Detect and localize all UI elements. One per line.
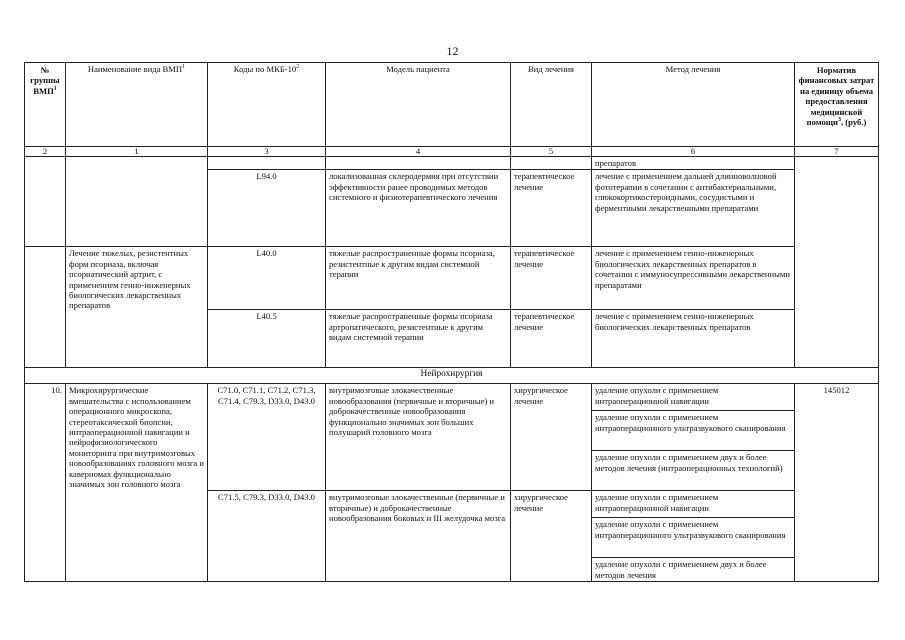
header-cost-norm: Норматив финансовых затрат на единицу объема предоставления медицинской помощи$^3$, (руб.) xyxy=(795,63,879,147)
model-cell: тяжелые распространенные формы псориаза артропатического, резистентные к другим видам системной терапии xyxy=(326,310,511,368)
name-cell: Лечение тяжелых, резистентных форм псориаза, включая псориатический артрит, с применением генно-инженерных биологических лекарственных препаратов xyxy=(66,247,208,368)
method-cell: лечение с применением генно-инженерных биологических лекарственных препаратов в сочетании с иммуносупрессивными лекарственными препаратами xyxy=(592,247,795,310)
norm-cell xyxy=(795,157,879,368)
header-vmp-name: Наименование вида ВМП$^1$ xyxy=(66,63,208,147)
method-cell: удаление опухоли с применением двух и более методов лечения (интраоперационных технологий) xyxy=(592,451,795,491)
group-cell xyxy=(25,157,66,247)
column-number: 5 xyxy=(511,147,592,157)
section-row xyxy=(25,368,879,384)
group-number-cell: 10. xyxy=(25,384,66,582)
page-number: 12 xyxy=(446,44,459,58)
code-cell: C71.0, C71.1, C71.2, C71.3, C71.4, C79.3, D33.0, D43.0 xyxy=(208,384,326,491)
type-cell: терапевтическое лечение xyxy=(511,247,592,310)
table-header-row xyxy=(25,63,879,147)
table-row xyxy=(25,384,879,411)
header-patient-model: Модель пациента xyxy=(326,63,511,147)
model-cell: внутримозговые злокачественные новообразования (первичные и вторичные) и доброкачественные новообразования функционально значимых зон больших полушарий головного мозга xyxy=(326,384,511,491)
header-group-number: № группы ВМП$^1$ xyxy=(25,63,66,147)
column-number: 2 xyxy=(25,147,66,157)
method-cell: удаление опухоли с применением интраоперационной навигации xyxy=(592,491,795,518)
code-cell: L40.5 xyxy=(208,310,326,368)
method-cell: удаление опухоли с применением интраоперационной навигации xyxy=(592,384,795,411)
method-cell: удаление опухоли с применением интраоперационного ультразвукового сканирования xyxy=(592,518,795,558)
code-cell xyxy=(208,157,326,170)
model-cell: тяжелые распространенные формы псориаза, резистентные к другим видам системной терапии xyxy=(326,247,511,310)
model-cell xyxy=(326,157,511,170)
method-cell: удаление опухоли с применением интраоперационного ультразвукового сканирования xyxy=(592,411,795,451)
method-cell: лечение с применением дальней длинноволновой фототерапии в сочетании с антибактериальными, глюкокортикостероидными, сосудистыми и ферментными лекарственными препаратами xyxy=(592,170,795,247)
table-row xyxy=(25,247,879,310)
header-icd-codes: Коды по МКБ-$10^2$ xyxy=(208,63,326,147)
section-title: Нейрохирургия xyxy=(25,368,879,384)
column-number: 3 xyxy=(208,147,326,157)
header-treatment-method: Метод лечения xyxy=(592,63,795,147)
type-cell: терапевтическое лечение xyxy=(511,170,592,247)
table-row xyxy=(25,157,879,170)
type-cell: хирургическое лечение xyxy=(511,491,592,582)
model-cell: внутримозговые злокачественные (первичные и вторичные) и доброкачественные новообразования боковых и III желудочка мозга xyxy=(326,491,511,582)
vmp-table xyxy=(24,62,879,582)
type-cell: терапевтическое лечение xyxy=(511,310,592,368)
method-cell: лечение с применением генно-инженерных биологических лекарственных препаратов xyxy=(592,310,795,368)
group-cell xyxy=(25,247,66,368)
code-cell: C71.5, C79.3, D33.0, D43.0 xyxy=(208,491,326,582)
type-cell: хирургическое лечение xyxy=(511,384,592,491)
column-number: 7 xyxy=(795,147,879,157)
method-cell: удаление опухоли с применением двух и более методов лечения xyxy=(592,558,795,582)
column-number: 1 xyxy=(66,147,208,157)
column-number: 6 xyxy=(592,147,795,157)
code-cell: L40.0 xyxy=(208,247,326,310)
column-numbers-row xyxy=(25,147,879,157)
code-cell: L94.0 xyxy=(208,170,326,247)
model-cell: локализованная склеродермия при отсутствии эффективности ранее проводимых методов системного и физиотерапевтического лечения xyxy=(326,170,511,247)
column-number: 4 xyxy=(326,147,511,157)
name-cell xyxy=(66,157,208,247)
name-cell: Микрохирургические вмешательства с использованием операционного микроскопа, стереотаксической биопсии, интраоперационной навигации и нейрофизиологического мониторинга при внутримозговых новообразованиях головного мозга и каверномах функционально значимых зон головного мозга xyxy=(66,384,208,582)
type-cell xyxy=(511,157,592,170)
header-treatment-type: Вид лечения xyxy=(511,63,592,147)
method-cell: препаратов xyxy=(592,157,795,170)
norm-cell: 145012 xyxy=(795,384,879,582)
